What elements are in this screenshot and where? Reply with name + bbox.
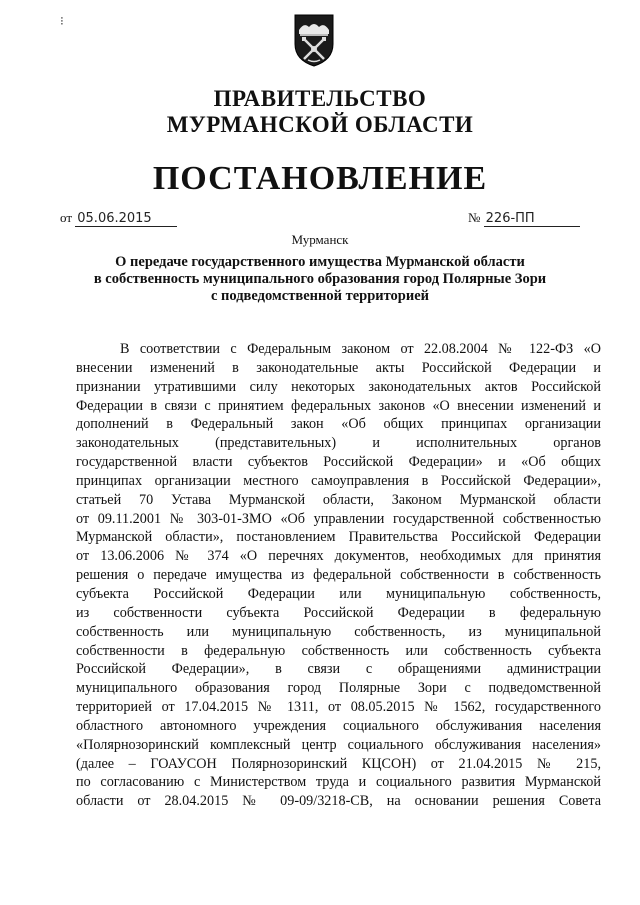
body-line: из собственности субъекта Российской Федерации в федеральную [76, 604, 601, 621]
body-line: собственность или муниципальную собственность, из муниципальной [76, 623, 601, 640]
body-line: решения о передаче имущества из федеральной собственности в собственность [76, 567, 601, 584]
body-line: дополнений в Федеральный закон «Об общих принципах организации [76, 416, 601, 433]
date-value: 05.06.2015 [75, 212, 177, 227]
body-line: муниципального образования город Полярные Зори с подведомственной [76, 680, 601, 697]
body-line: Мурманской области», постановлением Правительства Российской Федерации [76, 529, 601, 546]
body-line: по согласованию с Министерством труда и социального развития Мурманской [76, 774, 601, 791]
coat-of-arms-emblem [292, 12, 336, 68]
body-line: принципах организации местного самоуправления в Российской Федерации», [76, 472, 601, 489]
body-text [76, 340, 601, 811]
body-line: от 09.11.2001 № 303-01-ЗМО «Об управлении государственной собственностью [76, 510, 601, 527]
body-line: законодательных (представительных) и исполнительных органов [76, 435, 601, 452]
title-line: с подведомственной территорией [210, 288, 430, 304]
body-line: статьей 70 Устава Мурманской области, Законом Мурманской области [76, 491, 601, 508]
body-line: В соответствии с Федеральным законом от 22.08.2004 № 122-ФЗ «О [120, 341, 601, 357]
date-prefix: от [60, 210, 73, 225]
body-line: «Полярнозоринский комплексный центр социального обслуживания населения» [76, 736, 601, 753]
title-line: в собственность муниципального образования город Полярные Зори [93, 271, 547, 287]
city: Мурманск [291, 232, 349, 247]
body-line: признании утратившими силу некоторых законодательных актов Российской [76, 378, 601, 395]
body-line: субъекта Российской Федерации или муниципальную собственность, [76, 585, 601, 602]
body-line: внесении изменений в законодательные акты Российской Федерации и [76, 359, 601, 376]
government-name-line2: МУРМАНСКОЙ ОБЛАСТИ [166, 112, 474, 137]
body-line: от 13.06.2006 № 374 «О перечнях документов, необходимых для принятия [76, 548, 601, 565]
number-value: 226-ПП [484, 212, 580, 227]
government-name-line1: ПРАВИТЕЛЬСТВО [213, 86, 427, 111]
corner-mark: ⁝ [60, 14, 64, 28]
body-line: собственности в федеральную собственность или собственность субъекта [76, 642, 601, 659]
body-line: государственной власти субъектов Российской Федерации» и «Об общих [76, 454, 601, 471]
body-line: Российской Федерации», в связи с обращениями администрации [76, 661, 601, 678]
body-line: областного автономного учреждения социального обслуживания населения [76, 717, 601, 734]
document-title [60, 254, 580, 305]
body-line: территорией от 17.04.2015 № 1311, от 08.05.2015 № 1562, государственного [76, 699, 601, 716]
body-line: Федерации в связи с принятием федеральных законов «О внесении изменений и [76, 397, 601, 414]
body-line: области от 28.04.2015 № 09-09/3218-СВ, на основании решения Совета [76, 793, 601, 810]
number-field [468, 210, 580, 227]
number-prefix: № [468, 210, 481, 225]
body-line: (далее – ГОАУСОН Полярнозоринский КЦСОН) от 21.04.2015 № 215, [76, 755, 601, 772]
title-line: О передаче государственного имущества Мурманской области [115, 254, 525, 270]
document-type: ПОСТАНОВЛЕНИЕ [152, 160, 488, 197]
date-field [60, 210, 177, 227]
